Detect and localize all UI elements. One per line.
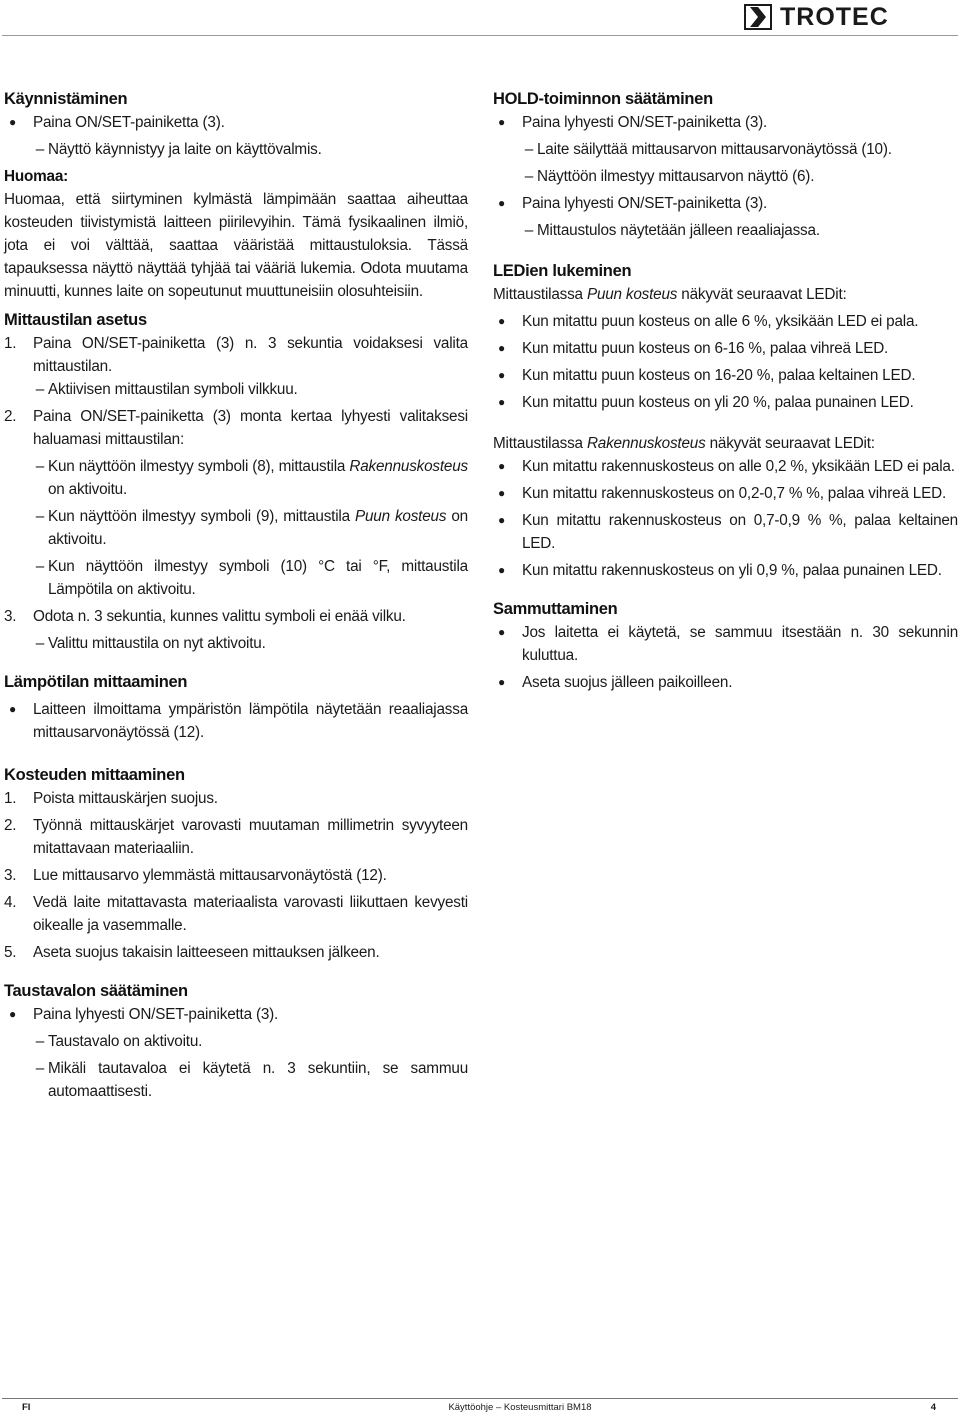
- bullet-icon: ●: [498, 486, 506, 500]
- bullet-icon: ●: [498, 196, 506, 210]
- bullet-icon: ●: [9, 1007, 17, 1021]
- list-item: – Valittu mittaustila on nyt aktivoitu.: [4, 632, 468, 655]
- logo-mark-icon: [744, 4, 772, 30]
- list-item: 3. Lue mittausarvo ylemmästä mittausarvonäytöstä (12).: [4, 867, 387, 884]
- bullet-icon: ●: [9, 702, 17, 716]
- bullet-icon: ●: [498, 513, 506, 527]
- list-item: 3. Odota n. 3 sekuntia, kunnes valittu symboli ei enää vilku.: [4, 608, 406, 625]
- list-item: – Näyttöön ilmestyy mittausarvon näyttö (6).: [493, 165, 958, 188]
- note-text: Huomaa, että siirtyminen kylmästä lämpimään saattaa aiheuttaa kosteuden tiivistymistä laitteen piirilevyihin. Tämä fysikaalinen ilmiö, jota ei voi välttää, saattaa vääristää mittaustuloksia. Tässä tapauksessa näyttö näyttää tyhjää tai vääriä lukemia. Odota muutama minuutti, kunnes laite on sopeutunut muuttuneisiin olosuhteisiin.: [4, 191, 468, 300]
- list-item: ● Paina ON/SET-painiketta (3).: [4, 111, 468, 134]
- section-title-mode-setting: Mittaustilan asetus: [4, 311, 147, 329]
- list-item: 1. Paina ON/SET-painiketta (3) n. 3 sekuntia voidaksesi valita mittaustilan.: [4, 335, 468, 375]
- list-item: ● Kun mitattu rakennuskosteus on 0,7-0,9 % %, palaa keltainen LED.: [493, 509, 958, 555]
- section-title-shutdown: Sammuttaminen: [493, 600, 618, 618]
- dash-icon: –: [35, 1060, 44, 1077]
- page-number: 4: [930, 1402, 936, 1413]
- bullet-icon: ●: [9, 115, 17, 129]
- bullet-icon: ●: [498, 459, 506, 473]
- list-item: ● Aseta suojus jälleen paikoilleen.: [493, 671, 958, 694]
- list-item: – Kun näyttöön ilmestyy symboli (9), mittaustila Puun kosteus on aktivoitu.: [4, 505, 468, 551]
- list-item: ● Paina lyhyesti ON/SET-painiketta (3).: [4, 1003, 468, 1026]
- language-code: FI: [22, 1402, 31, 1413]
- section-title-backlight: Taustavalon säätäminen: [4, 982, 188, 1000]
- section-title-startup: Käynnistäminen: [4, 90, 128, 108]
- bullet-icon: ●: [498, 563, 506, 577]
- list-item: ● Kun mitattu rakennuskosteus on alle 0,2 %, yksikään LED ei pala.: [493, 455, 958, 478]
- bullet-icon: ●: [498, 341, 506, 355]
- list-item: – Taustavalo on aktivoitu.: [4, 1030, 468, 1053]
- dash-icon: –: [35, 558, 44, 575]
- list-item: ● Kun mitattu puun kosteus on alle 6 %, yksikään LED ei pala.: [493, 310, 958, 333]
- dash-icon: –: [524, 141, 533, 158]
- dash-icon: –: [35, 1033, 44, 1050]
- section-title-humidity: Kosteuden mittaaminen: [4, 766, 185, 784]
- section-title-temperature: Lämpötilan mittaaminen: [4, 673, 188, 691]
- list-item: 2. Paina ON/SET-painiketta (3) monta kertaa lyhyesti valitaksesi haluamasi mittaustilan:: [4, 408, 468, 448]
- section-title-hold: HOLD-toiminnon säätäminen: [493, 90, 713, 108]
- brand-name: TROTEC: [780, 3, 889, 31]
- dash-icon: –: [524, 168, 533, 185]
- list-item: – Laite säilyttää mittausarvon mittausarvonäytössä (10).: [493, 138, 958, 161]
- footer-divider: [2, 1398, 958, 1399]
- right-column: [493, 88, 958, 694]
- list-item: ● Jos laitetta ei käytetä, se sammuu itsestään n. 30 sekunnin kuluttua.: [493, 621, 958, 667]
- list-item: – Kun näyttöön ilmestyy symboli (8), mittaustila Rakennuskosteus on aktivoitu.: [4, 455, 468, 501]
- list-item: 5. Aseta suojus takaisin laitteeseen mittauksen jälkeen.: [4, 944, 380, 961]
- list-item: – Aktiivisen mittaustilan symboli vilkkuu.: [4, 378, 468, 401]
- list-item: ● Laitteen ilmoittama ympäristön lämpötila näytetään reaaliajassa mittausarvonäytössä (12).: [4, 698, 468, 744]
- bullet-icon: ●: [498, 368, 506, 382]
- trotec-logo: [744, 4, 958, 30]
- list-item: ● Kun mitattu rakennuskosteus on yli 0,9 %, palaa punainen LED.: [493, 559, 958, 582]
- dash-icon: –: [35, 508, 44, 525]
- list-item: ● Kun mitattu rakennuskosteus on 0,2-0,7 % %, palaa vihreä LED.: [493, 482, 958, 505]
- list-item: 1. Poista mittauskärjen suojus.: [4, 790, 218, 807]
- list-item: ● Kun mitattu puun kosteus on yli 20 %, palaa punainen LED.: [493, 391, 958, 414]
- bullet-icon: ●: [498, 115, 506, 129]
- led-intro-wood: Mittaustilassa Puun kosteus näkyvät seuraavat LEDit:: [493, 286, 847, 303]
- section-title-leds: LEDien lukeminen: [493, 262, 632, 280]
- list-item: – Näyttö käynnistyy ja laite on käyttövalmis.: [4, 138, 468, 161]
- list-item: – Mikäli tautavaloa ei käytetä n. 3 sekuntiin, se sammuu automaattisesti.: [4, 1057, 468, 1103]
- document-title: Käyttöohje – Kosteusmittari BM18: [448, 1402, 592, 1413]
- bullet-icon: ●: [498, 675, 506, 689]
- list-item: – Kun näyttöön ilmestyy symboli (10) °C tai °F, mittaustila Lämpötila on aktivoitu.: [4, 555, 468, 601]
- bullet-icon: ●: [498, 314, 506, 328]
- list-item: 4. Vedä laite mitattavasta materiaalista varovasti liikuttaen kevyesti oikealle ja vasemmalle.: [4, 894, 468, 934]
- list-item: – Mittaustulos näytetään jälleen reaaliajassa.: [493, 219, 958, 242]
- dash-icon: –: [35, 381, 44, 398]
- dash-icon: –: [35, 458, 44, 475]
- dash-icon: –: [524, 222, 533, 239]
- dash-icon: –: [35, 635, 44, 652]
- list-item: 2. Työnnä mittauskärjet varovasti muutaman millimetrin syvyyteen mitattavaan materiaaliin.: [4, 817, 468, 857]
- list-item: ● Kun mitattu puun kosteus on 6-16 %, palaa vihreä LED.: [493, 337, 958, 360]
- list-item: ● Paina lyhyesti ON/SET-painiketta (3).: [493, 111, 958, 134]
- list-item: ● Kun mitattu puun kosteus on 16-20 %, palaa keltainen LED.: [493, 364, 958, 387]
- dash-icon: –: [35, 141, 44, 158]
- page-footer: [0, 1402, 960, 1418]
- list-item: ● Paina lyhyesti ON/SET-painiketta (3).: [493, 192, 958, 215]
- left-column: [4, 88, 468, 1103]
- header-divider: [2, 35, 958, 36]
- note-title: Huomaa:: [4, 168, 69, 185]
- bullet-icon: ●: [498, 395, 506, 409]
- led-intro-building: Mittaustilassa Rakennuskosteus näkyvät seuraavat LEDit:: [493, 435, 875, 452]
- bullet-icon: ●: [498, 625, 506, 639]
